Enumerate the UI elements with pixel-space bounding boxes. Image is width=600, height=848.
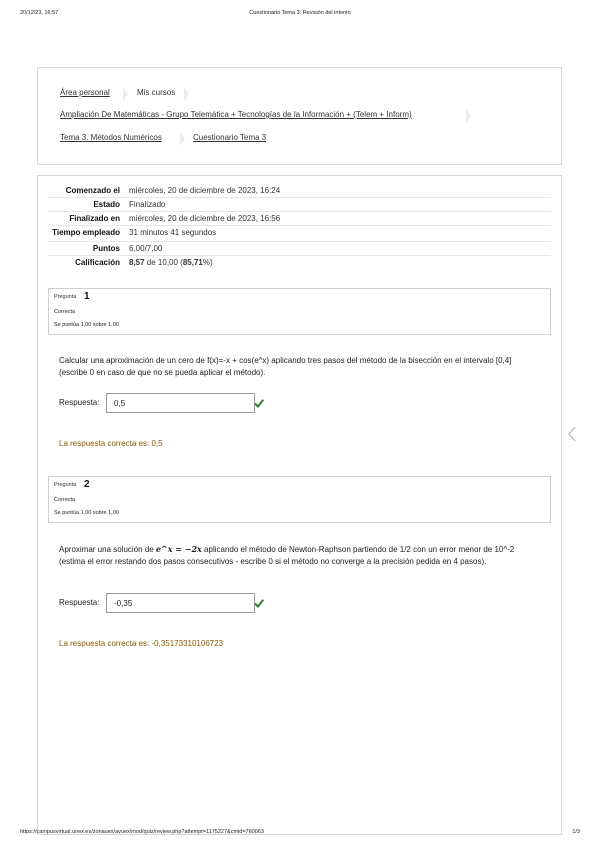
check-icon	[254, 598, 264, 608]
attempt-summary-table	[48, 184, 551, 269]
answer-field[interactable]: -0,35	[106, 593, 255, 613]
question-number: 2	[84, 479, 90, 490]
question-label: Pregunta	[54, 482, 77, 488]
summary-row-points	[48, 242, 551, 256]
summary-row-started	[48, 184, 551, 198]
question-number: 1	[84, 291, 90, 302]
print-page-number: 1/3	[572, 829, 580, 835]
breadcrumb-separator	[184, 84, 192, 104]
summary-value: 6,00/7,00	[129, 244, 163, 253]
summary-value: Finalizado	[129, 200, 166, 209]
question-text-after: aplicando el método de Newton-Raphson partiendo de 1/2 con un error menor de 10^-2 (estima el error restando dos pasos consecutivos - escribe 0 si el método no converge a la precisión pedida en 4 pasos).	[59, 545, 515, 566]
summary-label: Calificación	[75, 258, 120, 267]
question-info-box	[48, 288, 551, 335]
question-info-box	[48, 476, 551, 523]
breadcrumb-course[interactable]: Ampliación De Matemáticas - Grupo Telemática + Tecnologías de la Información + (Telem + Inform)	[60, 110, 412, 119]
breadcrumb-area-personal[interactable]: Área personal	[60, 88, 110, 97]
check-icon	[254, 398, 264, 408]
breadcrumb-topic[interactable]: Tema 3. Métodos Numéricos	[60, 133, 162, 142]
correct-answer-feedback: La respuesta correcta es: -0,35173310106723	[59, 639, 224, 648]
summary-label: Estado	[93, 200, 120, 209]
grade-percent: 85,71	[182, 258, 203, 267]
summary-value: miércoles, 20 de diciembre de 2023, 16:56	[129, 214, 281, 223]
grade-close: %)	[202, 258, 213, 267]
summary-grade	[126, 256, 551, 270]
breadcrumb-separator	[180, 129, 188, 149]
question-text	[59, 543, 539, 568]
grade-out-of: de 10,00 (	[144, 258, 183, 267]
question-grade: Se puntúa 1,00 sobre 1,00	[54, 510, 119, 516]
question-math: e^x = −2x	[155, 544, 202, 554]
print-title: Cuestionario Tema 3: Revisión del intento	[249, 10, 351, 16]
breadcrumb-quiz[interactable]: Cuestionario Tema 3	[193, 133, 267, 142]
summary-label: Tiempo empleado	[52, 228, 120, 237]
print-date: 20/12/23, 16:57	[20, 10, 59, 16]
question-state: Correcta	[54, 309, 76, 315]
print-footer	[20, 829, 580, 839]
summary-label: Comenzado el	[65, 186, 120, 195]
chevron-left-icon[interactable]	[567, 426, 577, 442]
summary-row-time	[48, 226, 551, 242]
question-label: Pregunta	[54, 294, 77, 300]
answer-label: Respuesta:	[59, 398, 100, 407]
print-url: https://campusvirtual.unex.es/zonauex/avuex/mod/quiz/review.php?attempt=1175227&cmid=760063	[20, 829, 264, 835]
question-text: Calcular una aproximación de un cero de f(x)=-x + cos(e^x) aplicando tres pasos del método de la bisección en el intervalo [0,4] (escribe 0 en caso de que no se pueda aplicar el método).	[59, 356, 512, 377]
summary-value: 31 minutos 41 segundos	[129, 228, 217, 237]
summary-row-state	[48, 198, 551, 212]
breadcrumb-separator	[123, 84, 131, 104]
question-text-before: Aproximar una solución de	[59, 545, 156, 554]
question-state: Correcta	[54, 497, 76, 503]
correct-answer-feedback: La respuesta correcta es: 0,5	[59, 439, 163, 448]
grade-value: 8,57	[129, 258, 145, 267]
summary-row-grade	[48, 256, 551, 270]
summary-value: miércoles, 20 de diciembre de 2023, 16:24	[129, 186, 281, 195]
summary-row-finished	[48, 212, 551, 226]
breadcrumb-mis-cursos[interactable]: Mis cursos	[137, 88, 176, 97]
answer-field[interactable]: 0,5	[106, 393, 255, 413]
summary-label: Puntos	[92, 244, 120, 253]
print-header	[20, 10, 580, 20]
answer-label: Respuesta:	[59, 598, 100, 607]
question-grade: Se puntúa 1,00 sobre 1,00	[54, 322, 119, 328]
breadcrumb-separator	[466, 106, 474, 126]
summary-label: Finalizado en	[69, 214, 120, 223]
